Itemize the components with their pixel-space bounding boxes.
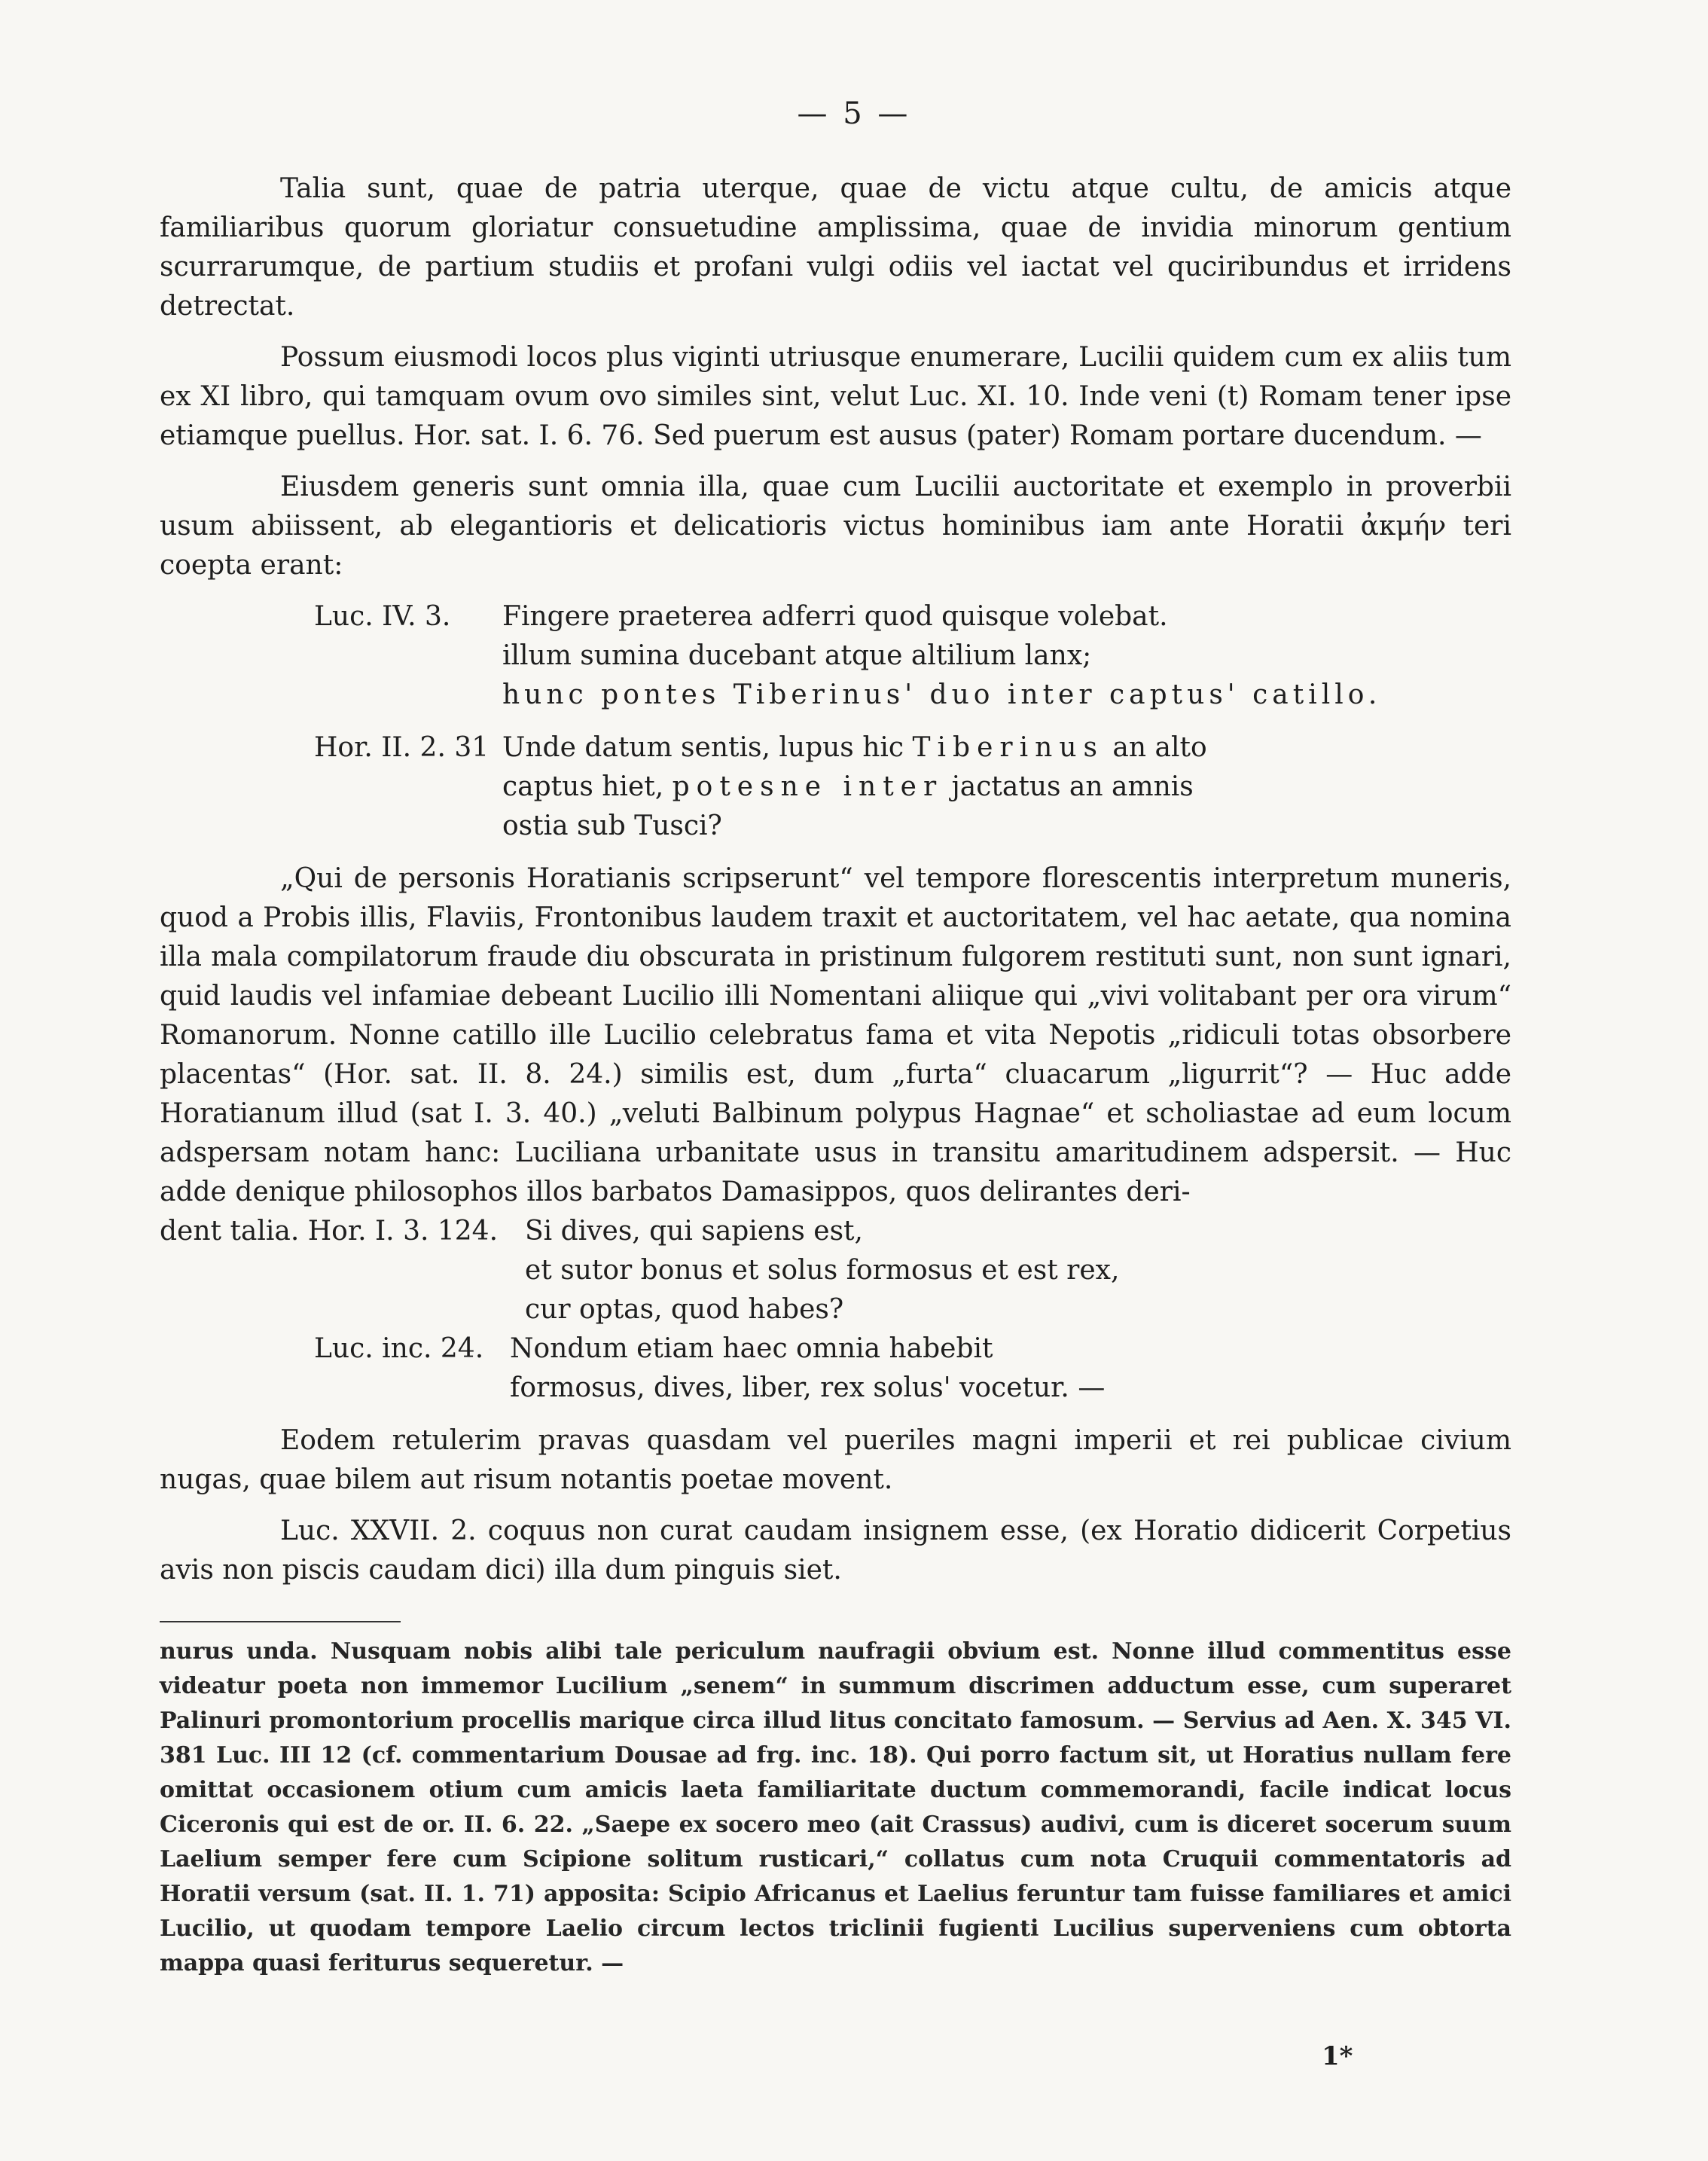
- footnote: nurus unda. Nusquam nobis alibi tale periculum naufragii obvium est. Nonne illud commentitus esse videatur poeta non immemor Lucilium „senem“ in summum discrimen adductum esse, cum superaret Palinuri promontorium procellis marique circa illud litus concitato famosum. — Servius ad Aen. X. 345 VI. 381 Luc. III 12 (cf. commentarium Dousae ad frg. inc. 18). Qui porro factum sit, ut Horatius nullam fere omittat occasionem otium cum amicis laeta familiaritate ductum commemorandi, facile indicat locus Ciceronis qui est de or. II. 6. 22. „Saepe ex socero meo (ait Crassus) audivi, cum is diceret socerum suum Laelium semper fere cum Scipione solitum rusticari,“ collatus cum nota Cruquii commentatoris ad Horatii versum (sat. II. 1. 71) apposita: Scipio Africanus et Laelius feruntur tam fuisse familiares et amici Lucilio, ut quodam tempore Laelio circum lectos triclinii fugienti Lucilius superveniens cum obtorta mappa quasi feriturus sequeretur. —: [160, 1638, 1511, 1976]
- quote-text: illum sumina ducebant atque altilium lanx;: [502, 640, 1092, 671]
- quote-reference: [160, 636, 502, 676]
- quote-text: cur optas, quod habes?: [525, 1294, 844, 1325]
- quote-line: [160, 768, 1511, 807]
- page-number: — 5 —: [797, 96, 911, 131]
- footnote-divider: [160, 1621, 401, 1622]
- quote-line: [160, 807, 1511, 846]
- quote-line: [160, 728, 1511, 768]
- quote-reference: Luc. inc. 24.: [314, 1333, 484, 1364]
- quote-lucilius-iv: [160, 597, 1511, 715]
- quote-line: [160, 636, 1511, 676]
- paragraph-1: Talia sunt, quae de patria uterque, quae de victu atque cultu, de amicis atque familiaribus quorum gloriatur consuetudine amplissima, quae de invidia minorum gentium scurrarumque, de partium studiis et profani vulgi odiis vel iactat vel quciribundus et irridens detrectat.: [160, 173, 1511, 322]
- quote-reference: [160, 807, 502, 846]
- paragraph-3: Eiusdem generis sunt omnia illa, quae cum Lucilii auctoritate et exemplo in proverbii usum abiissent, ab elegantioris et delicatioris victus hominibus iam ante Horatii ἀκμήν teri coepta erant:: [160, 472, 1511, 581]
- quote-line: [160, 597, 1511, 636]
- quote-line: [160, 676, 1511, 715]
- quote-text: [502, 807, 722, 846]
- quote-horace-i-3: [160, 1212, 1511, 1408]
- quote-line: [160, 1290, 1511, 1329]
- quote-text-part: captus hiet,: [502, 771, 673, 802]
- quote-line: [160, 1329, 1511, 1369]
- quote-text: [502, 728, 1207, 768]
- quote-text-spaced: Tiberinus: [912, 732, 1104, 763]
- quote-text-spaced: potesne inter: [672, 771, 944, 802]
- quote-text-part: jactatus an amnis: [943, 771, 1194, 802]
- quote-text: Si dives, qui sapiens est,: [525, 1216, 863, 1247]
- quote-text: Fingere praeterea adferri quod quisque volebat.: [502, 601, 1168, 632]
- quote-text: Nondum etiam haec omnia habebit: [510, 1333, 993, 1364]
- quote-reference: [160, 1369, 510, 1408]
- quote-reference: Luc. IV. 3.: [314, 601, 451, 632]
- quote-line: [160, 1369, 1511, 1408]
- quote-line: [160, 1212, 1511, 1251]
- quote-line: [160, 1251, 1511, 1290]
- signature-mark: 1*: [1322, 2041, 1353, 2071]
- quote-text: hunc pontes Tiberinus' duo inter captus' catillo.: [502, 679, 1382, 710]
- quote-horace-ii: [160, 728, 1511, 846]
- quote-text: et sutor bonus et solus formosus et est rex,: [525, 1255, 1120, 1286]
- quote-text-part: ostia sub Tusci?: [502, 810, 722, 841]
- quote-reference: Hor. II. 2. 31: [314, 732, 490, 763]
- paragraph-4-end: dent talia. Hor. I. 3. 124.: [160, 1216, 499, 1247]
- quote-text-part: an alto: [1103, 732, 1207, 763]
- quote-text-part: Unde datum sentis, lupus hic: [502, 732, 913, 763]
- paragraph-4: „Qui de personis Horatianis scripserunt“ vel tempore florescentis interpretum muneris, quod a Probis illis, Flaviis, Frontonibus laudem traxit et auctoritatem, vel hac aetate, qua nomina illa mala compilatorum fraude diu obscurata in pristinum fulgorem restituti sunt, non sunt ignari, quid laudis vel infamiae debeant Lucilio illi Nomentani aliique qui „vivi volitabant per ora virum“ Romanorum. Nonne catillo ille Lucilio celebratus fama et vita Nepotis „ridiculi totas obsorbere placentas“ (Hor. sat. II. 8. 24.) similis est, dum „furta“ cluacarum „ligurrit“? — Huc adde Horatianum illud (sat I. 3. 40.) „veluti Balbinum polypus Hagnae“ et scholiastae ad eum locum adspersam notam hanc: Luciliana urbanitate usus in transitu amaritudinem adspersit. — Huc adde denique philosophos illos barbatos Damasippos, quos delirantes deri-: [160, 863, 1511, 1207]
- main-text: [160, 169, 1511, 1602]
- quote-reference: [160, 768, 502, 807]
- paragraph-6: Luc. XXVII. 2. coquus non curat caudam insignem esse, (ex Horatio didicerit Corpetius avis non piscis caudam dici) illa dum pinguis siet.: [160, 1515, 1511, 1586]
- quote-reference: [160, 676, 502, 715]
- quote-text: formosus, dives, liber, rex solus' vocetur. —: [510, 1372, 1106, 1403]
- quote-text: [502, 768, 1194, 807]
- paragraph-2: Possum eiusmodi locos plus viginti utriusque enumerare, Lucilii quidem cum ex aliis tum ex XI libro, qui tamquam ovum ovo similes sint, velut Luc. XI. 10. Inde veni (t) Romam tener ipse etiamque puellus. Hor. sat. I. 6. 76. Sed puerum est ausus (pater) Romam portare ducendum. —: [160, 342, 1511, 451]
- paragraph-5: Eodem retulerim pravas quasdam vel pueriles magni imperii et rei publicae civium nugas, quae bilem aut risum notantis poetae movent.: [160, 1425, 1511, 1495]
